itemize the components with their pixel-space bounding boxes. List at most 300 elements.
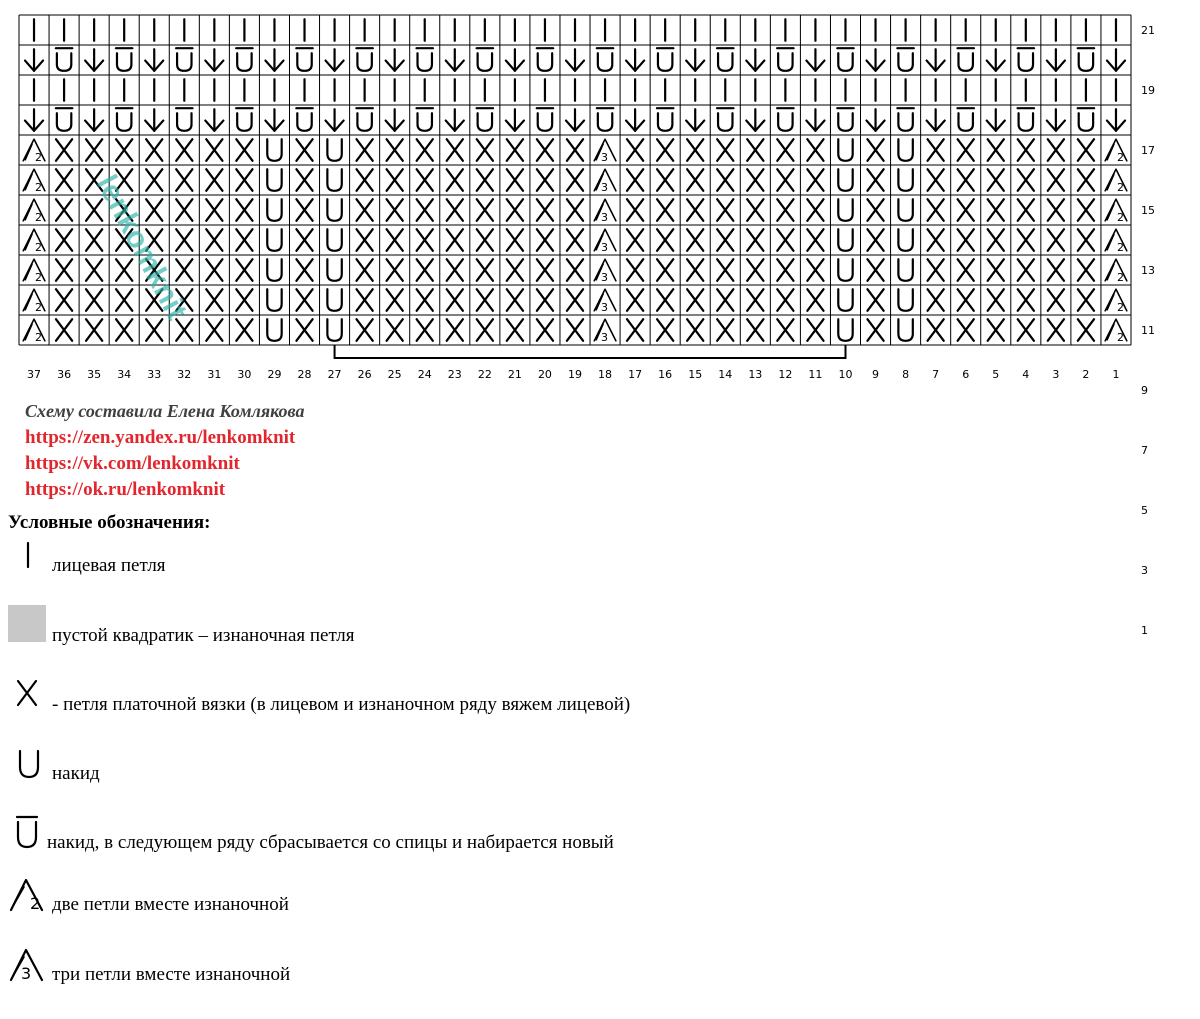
garter-stitch-mark (777, 169, 793, 191)
svg-text:2: 2 (1116, 210, 1124, 224)
garter-stitch-mark (958, 139, 974, 161)
garter-stitch-mark (747, 229, 763, 251)
garter-stitch-mark (567, 169, 583, 191)
garter-stitch-mark (567, 319, 583, 341)
arrow-down-mark (867, 49, 885, 71)
garter-stitch-mark (417, 229, 433, 251)
column-number: 13 (748, 368, 763, 381)
p2tog-mark (1105, 229, 1127, 254)
column-number: 31 (207, 368, 222, 381)
garter-stitch-mark (447, 259, 463, 281)
garter-stitch-mark (56, 319, 72, 341)
yarn-over-mark (838, 199, 852, 221)
garter-stitch-mark (717, 169, 733, 191)
garter-stitch-mark (236, 169, 252, 191)
garter-stitch-mark (86, 139, 102, 161)
garter-stitch-mark (296, 229, 312, 251)
svg-text:2: 2 (1116, 330, 1124, 344)
garter-stitch-mark (387, 319, 403, 341)
garter-stitch-mark (567, 289, 583, 311)
garter-stitch-mark (387, 289, 403, 311)
garter-stitch-mark (928, 199, 944, 221)
garter-stitch-mark (477, 289, 493, 311)
yarn-over-mark (898, 229, 912, 251)
garter-stitch-mark (56, 229, 72, 251)
arrow-down-mark (686, 109, 704, 131)
garter-stitch-mark (417, 259, 433, 281)
garter-stitch-mark (777, 229, 793, 251)
garter-stitch-mark (807, 259, 823, 281)
column-number: 8 (902, 368, 910, 381)
dropped-yarn-over-mark (777, 108, 793, 131)
garter-stitch-mark (176, 169, 192, 191)
svg-text:2: 2 (35, 210, 43, 224)
garter-stitch-mark (1018, 319, 1034, 341)
garter-stitch-icon (14, 678, 40, 708)
row-number: 13 (1141, 264, 1155, 277)
garter-stitch-mark (627, 229, 643, 251)
dropped-yarn-over-mark (56, 48, 72, 71)
legend-knit-label: лицевая петля (52, 555, 166, 576)
garter-stitch-mark (176, 319, 192, 341)
column-number: 30 (237, 368, 252, 381)
garter-stitch-mark (477, 229, 493, 251)
legend-purl-label: пустой квадратик – изнаночная петля (52, 625, 355, 646)
p2tog-mark (1105, 259, 1127, 284)
garter-stitch-mark (537, 169, 553, 191)
garter-stitch-mark (867, 259, 883, 281)
column-number: 24 (417, 368, 432, 381)
garter-stitch-mark (657, 289, 673, 311)
garter-stitch-mark (537, 319, 553, 341)
garter-stitch-mark (867, 169, 883, 191)
purl-stitch-icon (8, 605, 46, 642)
garter-stitch-mark (777, 139, 793, 161)
column-number: 23 (447, 368, 462, 381)
garter-stitch-mark (1048, 229, 1064, 251)
column-number: 4 (1022, 368, 1030, 381)
yarn-over-mark (267, 259, 281, 281)
garter-stitch-mark (717, 259, 733, 281)
garter-stitch-mark (1078, 139, 1094, 161)
garter-stitch-mark (567, 199, 583, 221)
dropped-yarn-over-mark (897, 108, 913, 131)
dropped-yarn-over-mark (597, 48, 613, 71)
garter-stitch-mark (236, 319, 252, 341)
watermark-text: lenkomknit (89, 169, 194, 326)
garter-stitch-mark (146, 139, 162, 161)
garter-stitch-mark (357, 319, 373, 341)
garter-stitch-mark (417, 289, 433, 311)
arrow-down-mark (626, 49, 644, 71)
yarn-over-mark (327, 139, 341, 161)
garter-stitch-mark (1048, 289, 1064, 311)
garter-stitch-mark (958, 259, 974, 281)
dropped-yarn-over-mark (597, 108, 613, 131)
garter-stitch-mark (146, 319, 162, 341)
dropped-yarn-over-mark (1078, 48, 1094, 71)
garter-stitch-mark (1078, 319, 1094, 341)
garter-stitch-mark (928, 169, 944, 191)
yarn-over-mark (838, 169, 852, 191)
garter-stitch-mark (928, 259, 944, 281)
garter-stitch-mark (176, 259, 192, 281)
yarn-over-mark (838, 259, 852, 281)
garter-stitch-mark (717, 199, 733, 221)
garter-stitch-mark (206, 319, 222, 341)
garter-stitch-mark (387, 199, 403, 221)
garter-stitch-mark (988, 319, 1004, 341)
arrow-down-mark (1107, 49, 1125, 71)
dropped-yarn-over-mark (897, 48, 913, 71)
yarn-over-mark (267, 139, 281, 161)
column-number: 26 (357, 368, 372, 381)
garter-stitch-mark (447, 139, 463, 161)
garter-stitch-mark (807, 169, 823, 191)
yarn-over-mark (327, 229, 341, 251)
dropped-yarn-over-mark (837, 108, 853, 131)
svg-text:2: 2 (1116, 300, 1124, 314)
garter-stitch-mark (988, 169, 1004, 191)
column-number: 9 (872, 368, 880, 381)
p2tog-mark (1105, 289, 1127, 314)
dropped-yarn-over-mark (356, 48, 372, 71)
garter-stitch-mark (417, 199, 433, 221)
row-number: 7 (1141, 444, 1148, 457)
garter-stitch-mark (236, 229, 252, 251)
legend-yarn-over-label: накид (52, 763, 100, 784)
arrow-down-mark (506, 49, 524, 71)
garter-stitch-mark (687, 289, 703, 311)
garter-stitch-mark (717, 139, 733, 161)
column-number: 3 (1052, 368, 1060, 381)
garter-stitch-mark (687, 139, 703, 161)
chart-labels (27, 24, 1155, 637)
garter-stitch-mark (627, 259, 643, 281)
garter-stitch-mark (206, 229, 222, 251)
arrow-down-mark (927, 49, 945, 71)
garter-stitch-mark (296, 319, 312, 341)
yarn-over-mark (898, 289, 912, 311)
row-number: 19 (1141, 84, 1155, 97)
garter-stitch-mark (206, 289, 222, 311)
garter-stitch-mark (56, 139, 72, 161)
garter-stitch-mark (627, 289, 643, 311)
column-number: 5 (992, 368, 1000, 381)
garter-stitch-mark (507, 289, 523, 311)
yarn-over-mark (898, 199, 912, 221)
svg-text:3: 3 (601, 150, 609, 164)
garter-stitch-mark (988, 199, 1004, 221)
legend-dropped-yarn-over-label: накид, в следующем ряду сбрасывается со спицы и набирается новый (47, 832, 614, 853)
garter-stitch-mark (357, 259, 373, 281)
dropped-yarn-over-mark (657, 108, 673, 131)
garter-stitch-mark (747, 139, 763, 161)
garter-stitch-mark (417, 139, 433, 161)
arrow-down-mark (85, 49, 103, 71)
column-number: 36 (57, 368, 72, 381)
arrow-down-mark (987, 49, 1005, 71)
column-number: 15 (688, 368, 703, 381)
arrow-down-mark (1047, 109, 1065, 131)
garter-stitch-mark (1018, 169, 1034, 191)
column-number: 28 (297, 368, 312, 381)
column-number: 27 (327, 368, 342, 381)
link-vk[interactable]: https://vk.com/lenkomknit (25, 453, 240, 474)
garter-stitch-mark (387, 229, 403, 251)
arrow-down-mark (386, 49, 404, 71)
garter-stitch-mark (777, 199, 793, 221)
column-number: 2 (1082, 368, 1090, 381)
garter-stitch-mark (747, 289, 763, 311)
garter-stitch-mark (116, 289, 132, 311)
p3tog-mark (594, 139, 616, 164)
garter-stitch-mark (86, 319, 102, 341)
yarn-over-mark (267, 289, 281, 311)
dropped-yarn-over-mark (236, 48, 252, 71)
arrow-down-mark (386, 109, 404, 131)
yarn-over-mark (327, 199, 341, 221)
column-number: 33 (147, 368, 162, 381)
p2tog-mark (23, 169, 45, 194)
arrow-down-mark (927, 109, 945, 131)
garter-stitch-mark (807, 289, 823, 311)
garter-stitch-mark (176, 199, 192, 221)
garter-stitch-mark (417, 169, 433, 191)
column-number: 32 (177, 368, 192, 381)
garter-stitch-mark (56, 259, 72, 281)
arrow-down-mark (145, 109, 163, 131)
column-number: 10 (838, 368, 853, 381)
garter-stitch-mark (206, 259, 222, 281)
dropped-yarn-over-mark (717, 48, 733, 71)
yarn-over-mark (898, 169, 912, 191)
dropped-yarn-over-mark (116, 48, 132, 71)
yarn-over-mark (898, 139, 912, 161)
svg-text:2: 2 (35, 300, 43, 314)
garter-stitch-mark (747, 169, 763, 191)
yarn-over-mark (267, 169, 281, 191)
garter-stitch-mark (1048, 259, 1064, 281)
garter-stitch-mark (958, 229, 974, 251)
p2tog-mark (23, 199, 45, 224)
column-number: 1 (1112, 368, 1120, 381)
row-number: 3 (1141, 564, 1148, 577)
row-number: 15 (1141, 204, 1155, 217)
garter-stitch-mark (1078, 199, 1094, 221)
garter-stitch-mark (387, 139, 403, 161)
p2tog-mark (23, 139, 45, 164)
garter-stitch-mark (1048, 319, 1064, 341)
knit-stitch-icon (18, 540, 38, 570)
svg-text:2: 2 (35, 270, 43, 284)
garter-stitch-mark (296, 289, 312, 311)
garter-stitch-mark (687, 259, 703, 281)
p2tog-mark (23, 319, 45, 344)
arrow-down-mark (566, 49, 584, 71)
arrow-down-mark (446, 49, 464, 71)
row-number: 11 (1141, 324, 1155, 337)
dropped-yarn-over-mark (236, 108, 252, 131)
garter-stitch-mark (116, 259, 132, 281)
garter-stitch-mark (777, 289, 793, 311)
p2tog-mark (1105, 139, 1127, 164)
garter-stitch-mark (627, 199, 643, 221)
garter-stitch-mark (206, 169, 222, 191)
column-number: 12 (778, 368, 793, 381)
column-number: 17 (628, 368, 643, 381)
arrow-down-mark (806, 49, 824, 71)
svg-text:2: 2 (1116, 180, 1124, 194)
column-number: 29 (267, 368, 282, 381)
author-credit: Схему составила Елена Комлякова (25, 401, 305, 421)
svg-text:3: 3 (601, 330, 609, 344)
garter-stitch-mark (867, 319, 883, 341)
p3tog-mark (594, 319, 616, 344)
link-zen[interactable]: https://zen.yandex.ru/lenkomknit (25, 427, 296, 448)
garter-stitch-mark (56, 199, 72, 221)
column-number: 14 (718, 368, 733, 381)
arrow-down-mark (867, 109, 885, 131)
dropped-yarn-over-mark (537, 108, 553, 131)
garter-stitch-mark (958, 169, 974, 191)
p2tog-mark (23, 289, 45, 314)
garter-stitch-mark (477, 319, 493, 341)
garter-stitch-mark (687, 169, 703, 191)
garter-stitch-mark (116, 319, 132, 341)
garter-stitch-mark (627, 139, 643, 161)
dropped-yarn-over-mark (1018, 108, 1034, 131)
garter-stitch-mark (86, 229, 102, 251)
garter-stitch-mark (236, 289, 252, 311)
garter-stitch-mark (417, 319, 433, 341)
arrow-down-mark (265, 109, 283, 131)
column-number: 18 (598, 368, 613, 381)
svg-text:3: 3 (601, 300, 609, 314)
svg-text:2: 2 (35, 330, 43, 344)
garter-stitch-mark (988, 289, 1004, 311)
garter-stitch-mark (507, 259, 523, 281)
garter-stitch-mark (1078, 259, 1094, 281)
garter-stitch-mark (447, 169, 463, 191)
arrow-down-mark (25, 109, 43, 131)
column-number: 35 (87, 368, 102, 381)
garter-stitch-mark (387, 259, 403, 281)
garter-stitch-mark (657, 229, 673, 251)
garter-stitch-mark (1018, 139, 1034, 161)
yarn-over-mark (898, 319, 912, 341)
garter-stitch-mark (928, 229, 944, 251)
garter-stitch-mark (777, 319, 793, 341)
garter-stitch-mark (507, 229, 523, 251)
arrow-down-mark (326, 109, 344, 131)
garter-stitch-mark (357, 139, 373, 161)
garter-stitch-mark (567, 259, 583, 281)
svg-text:3: 3 (601, 270, 609, 284)
dropped-yarn-over-mark (56, 108, 72, 131)
column-number: 6 (962, 368, 970, 381)
legend-garter-label: - петля платочной вязки (в лицевом и изнаночном ряду вяжем лицевой) (52, 694, 631, 715)
garter-stitch-mark (687, 199, 703, 221)
garter-stitch-mark (867, 199, 883, 221)
garter-stitch-mark (56, 289, 72, 311)
garter-stitch-mark (567, 229, 583, 251)
garter-stitch-mark (747, 319, 763, 341)
garter-stitch-mark (988, 139, 1004, 161)
p3tog-mark (594, 289, 616, 314)
svg-text:3: 3 (601, 210, 609, 224)
link-ok[interactable]: https://ok.ru/lenkomknit (25, 479, 226, 500)
legend-p3tog-label: три петли вместе изнаночной (52, 964, 291, 985)
garter-stitch-mark (86, 259, 102, 281)
garter-stitch-mark (176, 139, 192, 161)
garter-stitch-mark (236, 259, 252, 281)
column-number: 16 (658, 368, 673, 381)
row-number: 5 (1141, 504, 1148, 517)
svg-text:2: 2 (1116, 270, 1124, 284)
yarn-over-mark (838, 319, 852, 341)
svg-text:2: 2 (35, 180, 43, 194)
column-number: 7 (932, 368, 940, 381)
dropped-yarn-over-icon (14, 814, 40, 850)
arrow-down-mark (205, 49, 223, 71)
garter-stitch-mark (507, 319, 523, 341)
garter-stitch-mark (146, 169, 162, 191)
arrow-down-mark (326, 49, 344, 71)
yarn-over-mark (327, 259, 341, 281)
garter-stitch-mark (1078, 169, 1094, 191)
arrow-down-mark (987, 109, 1005, 131)
svg-text:2: 2 (30, 894, 41, 913)
p3tog-icon (8, 947, 48, 983)
garter-stitch-mark (537, 229, 553, 251)
column-number: 19 (568, 368, 582, 381)
column-number: 21 (507, 368, 522, 381)
garter-stitch-mark (657, 259, 673, 281)
svg-text:2: 2 (1116, 240, 1124, 254)
dropped-yarn-over-mark (116, 108, 132, 131)
yarn-over-mark (838, 139, 852, 161)
garter-stitch-mark (206, 199, 222, 221)
p2tog-icon (8, 877, 48, 913)
garter-stitch-mark (958, 199, 974, 221)
p3tog-mark (594, 169, 616, 194)
svg-text:2: 2 (35, 240, 43, 254)
dropped-yarn-over-mark (176, 108, 192, 131)
dropped-yarn-over-mark (296, 48, 312, 71)
garter-stitch-mark (717, 289, 733, 311)
garter-stitch-mark (717, 229, 733, 251)
dropped-yarn-over-mark (477, 108, 493, 131)
dropped-yarn-over-mark (837, 48, 853, 71)
garter-stitch-mark (357, 229, 373, 251)
garter-stitch-mark (296, 139, 312, 161)
p2tog-mark (1105, 319, 1127, 344)
garter-stitch-mark (387, 169, 403, 191)
garter-stitch-mark (867, 139, 883, 161)
dropped-yarn-over-mark (296, 108, 312, 131)
p2tog-mark (23, 229, 45, 254)
arrow-down-mark (205, 109, 223, 131)
garter-stitch-mark (1018, 259, 1034, 281)
arrow-down-mark (806, 109, 824, 131)
garter-stitch-mark (116, 139, 132, 161)
garter-stitch-mark (537, 139, 553, 161)
garter-stitch-mark (988, 259, 1004, 281)
garter-stitch-mark (657, 199, 673, 221)
dropped-yarn-over-mark (356, 108, 372, 131)
garter-stitch-mark (958, 289, 974, 311)
